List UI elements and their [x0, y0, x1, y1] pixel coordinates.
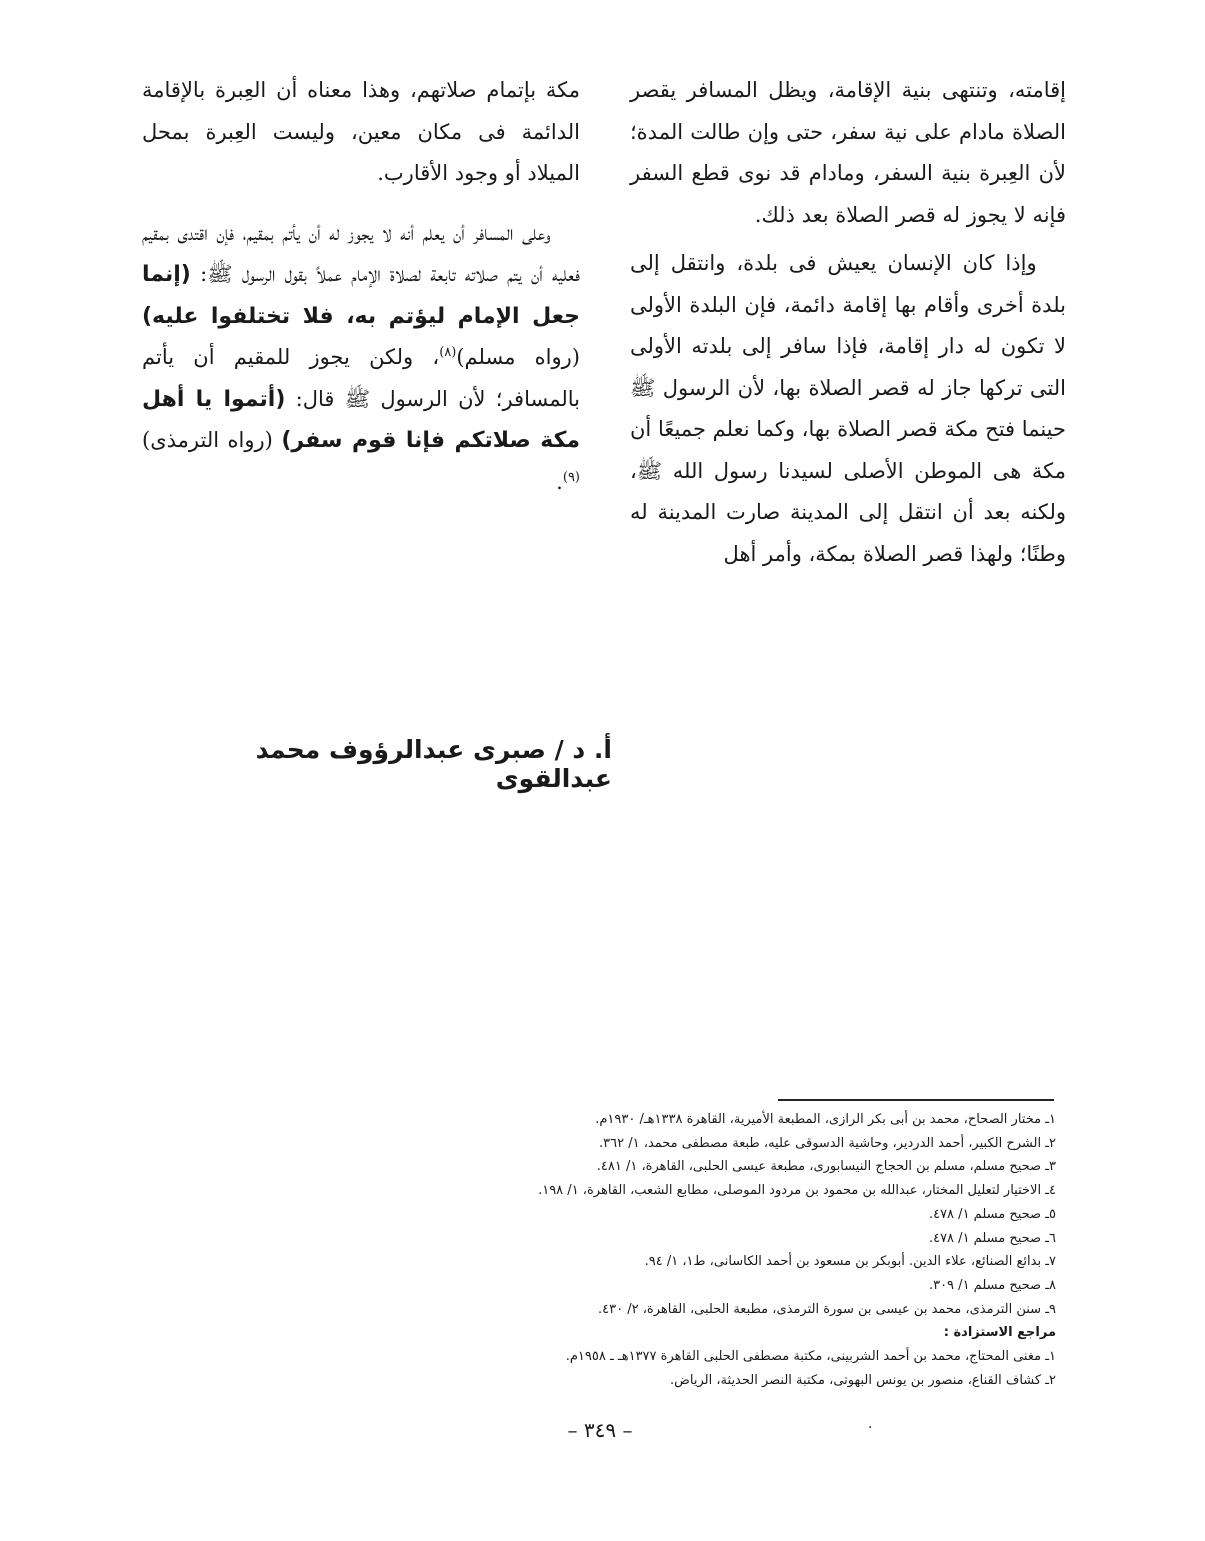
- reference-item: ٢ـ كشاف القناع، منصور بن يونس البهوتى، مكتبة النصر الحديثة، الرياض.: [670, 1372, 1056, 1388]
- right-paragraph-1: إقامته، وتنتهى بنية الإقامة، ويظل المسافر يقصر الصلاة مادام على نية سفر، حتى وإن طالت المدة؛ لأن العِبرة بنية السفر، ومادام قد نوى قطع السفر فإنه لا يجوز له قصر الصلاة بعد ذلك.: [630, 78, 1066, 227]
- left-text-column: [142, 70, 580, 503]
- footnote-divider: [778, 1099, 1054, 1101]
- footnote-item: ٣ـ صحيح مسلم، مسلم بن الحجاج النيسابورى، مطبعة عيسى الحلبى، القاهرة، ١/ ٤٨١.: [596, 1159, 1056, 1175]
- left-paragraph-1: مكة بإتمام صلاتهم، وهذا معناه أن العِبرة بالإقامة الدائمة فى مكان معين، وليست العِبرة بمحل الميلاد أو وجود الأقارب.: [142, 78, 580, 185]
- hadith-quote-1: (إنما جعل الإمام ليؤتم به، فلا تختلفوا عليه): [142, 262, 580, 329]
- hadith-quote-2: (أتموا يا أهل مكة صلاتكم فإنا قوم سفر): [142, 386, 580, 453]
- paragraph-text: ، ولكن يجوز للمقيم أن يأتم بالمسافر؛ لأن الرسول ﷺ قال:: [142, 345, 580, 411]
- author-signature: أ. د / صبرى عبدالرؤوف محمد عبدالقوى: [255, 735, 612, 793]
- footnote-item: ٦ـ صحيح مسلم ١/ ٤٧٨.: [928, 1230, 1056, 1246]
- page-number: – ٣٤٩ –: [567, 1418, 633, 1442]
- references-heading: مراجع الاستزادة :: [943, 1325, 1056, 1341]
- hadith-source-1: (رواه مسلم): [456, 345, 580, 369]
- footnote-item: ٤ـ الاختيار لتعليل المختار، عبدالله بن محمود بن مردود الموصلى، مطابع الشعب، القاهرة، ١/ ١٩٨.: [538, 1183, 1056, 1199]
- reference-item: ١ـ مغنى المحتاج، محمد بن أحمد الشربينى، مكتبة مصطفى الحلبى القاهرة ١٣٧٧هـ ـ ١٩٥٨م.: [565, 1349, 1056, 1365]
- footnote-item: ٧ـ بدائع الصنائع، علاء الدين. أبوبكر بن مسعود بن أحمد الكاسانى، ط١، ١/ ٩٤.: [644, 1254, 1056, 1270]
- right-paragraph-2: وإذا كان الإنسان يعيش فى بلدة، وانتقل إلى بلدة أخرى وأقام بها إقامة دائمة، فإن البلدة الأولى لا تكون له دار إقامة، فإذا سافر إلى بلدته الأولى التى تركها جاز له قصر الصلاة بها، لأن الرسول ﷺ حينما فتح مكة قصر الصلاة بها، وكما نعلم جميعًا أن مكة هى الموطن الأصلى لسيدنا رسول الله ﷺ، ولكنه بعد أن انتقل إلى المدينة صارت المدينة له وطنًا؛ ولهذا قصر الصلاة بمكة، وأمر أهل: [630, 251, 1066, 566]
- hadith-source-2: (رواه الترمذى): [142, 428, 273, 452]
- stray-mark: ·: [868, 1420, 873, 1436]
- footnote-item: ٢ـ الشرح الكبير، أحمد الدردير، وحاشية الدسوقى عليه، طبعة مصطفى محمد، ١/ ٣٦٢.: [599, 1135, 1056, 1151]
- footnote-item: ١ـ مختار الصحاح، محمد بن أبى بكر الرازى، المطبعة الأميرية، القاهرة ١٣٣٨هـ/ ١٩٣٠م.: [595, 1112, 1056, 1127]
- footnote-item: ٥ـ صحيح مسلم ١/ ٤٧٨.: [928, 1206, 1056, 1222]
- right-text-column: [630, 70, 1066, 575]
- paragraph-text: وعلى المسافر أن يعلم أنه لا يجوز له أن يأتم بمقيم، فإن اقتدى بمقيم فعليه أن يتم صلاته تابعة لصلاة الإمام عملاً بقول الرسول ﷺ:: [142, 220, 580, 286]
- footnote-marker-8: (٨): [439, 345, 457, 360]
- footnote-item: ٩ـ سنن الترمذى، محمد بن عيسى بن سورة الترمذى، مطبعة الحلبى، القاهرة، ٢/ ٤٣٠.: [597, 1301, 1056, 1317]
- footnote-marker-9: (٩): [562, 469, 580, 485]
- left-paragraph-2: [142, 213, 580, 504]
- footnotes: [440, 1108, 1056, 1392]
- sentence-end: .: [556, 469, 563, 494]
- footnote-item: ٨ـ صحيح مسلم ١/ ٣٠٩.: [928, 1277, 1056, 1293]
